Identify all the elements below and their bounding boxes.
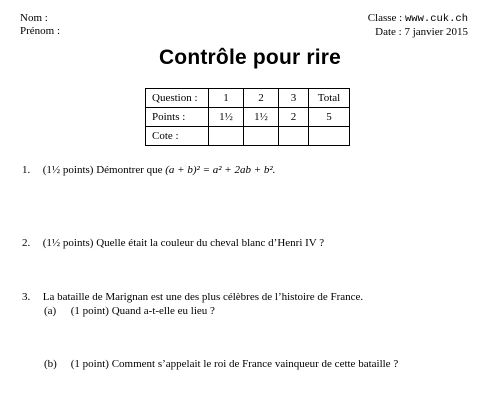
exam-meta (368, 12, 468, 39)
question-number-cell: 2 (244, 89, 279, 108)
subquestion-points: (1 point) (70, 305, 109, 317)
subquestion-label: (a) (44, 305, 57, 317)
student-fields (20, 12, 60, 38)
classe-value: www.cuk.ch (404, 13, 468, 25)
subquestion-text: Comment s’appelait le roi de France vainqueur de cette bataille ? (111, 358, 399, 370)
classe-label: Classe : (367, 12, 403, 24)
question-text: Démontrer que (96, 164, 163, 176)
question-number-cell: 3 (279, 89, 309, 108)
subquestion-points: (1 point) (70, 358, 109, 370)
cote-cell[interactable] (279, 127, 309, 146)
cote-total-cell[interactable] (309, 127, 350, 146)
cote-cell[interactable] (244, 127, 279, 146)
row-header-points: Points : (146, 108, 209, 127)
subquestion-text: Quand a-t-elle eu lieu ? (111, 305, 215, 317)
question-3 (22, 291, 363, 304)
question-3b (44, 358, 398, 371)
nom-label: Nom : (20, 12, 48, 24)
subquestion-label: (b) (44, 358, 57, 370)
table-row-points (146, 108, 350, 127)
question-number-cell: 1 (209, 89, 244, 108)
cote-cell[interactable] (209, 127, 244, 146)
points-total-cell: 5 (309, 108, 350, 127)
date-line (368, 26, 468, 39)
points-cell: 2 (279, 108, 309, 127)
classe-line (368, 12, 468, 26)
prenom-label: Prénom : (20, 25, 61, 37)
question-text: Quelle était la couleur du cheval blanc d’Henri IV ? (96, 237, 325, 249)
row-header-question: Question : (146, 89, 209, 108)
question-number: 2. (22, 237, 31, 249)
question-3a (44, 305, 215, 318)
points-cell: 1½ (244, 108, 279, 127)
question-formula: (a + b)² = a² + 2ab + b². (165, 164, 276, 176)
page-title: Contrôle pour rire (158, 46, 342, 69)
question-number: 1. (22, 164, 31, 176)
question-1 (22, 164, 275, 177)
question-number: 3. (22, 291, 31, 303)
grading-table (145, 88, 350, 146)
points-cell: 1½ (209, 108, 244, 127)
total-header-cell: Total (309, 89, 350, 108)
table-row-question (146, 89, 350, 108)
date-value: 7 janvier 2015 (404, 26, 468, 38)
question-text: La bataille de Marignan est une des plus célèbres de l’histoire de France. (42, 291, 364, 303)
question-2 (22, 237, 324, 250)
table-row-cote (146, 127, 350, 146)
date-label: Date : (375, 26, 402, 38)
row-header-cote: Cote : (146, 127, 209, 146)
question-points: (1½ points) (42, 164, 94, 176)
question-points: (1½ points) (42, 237, 94, 249)
